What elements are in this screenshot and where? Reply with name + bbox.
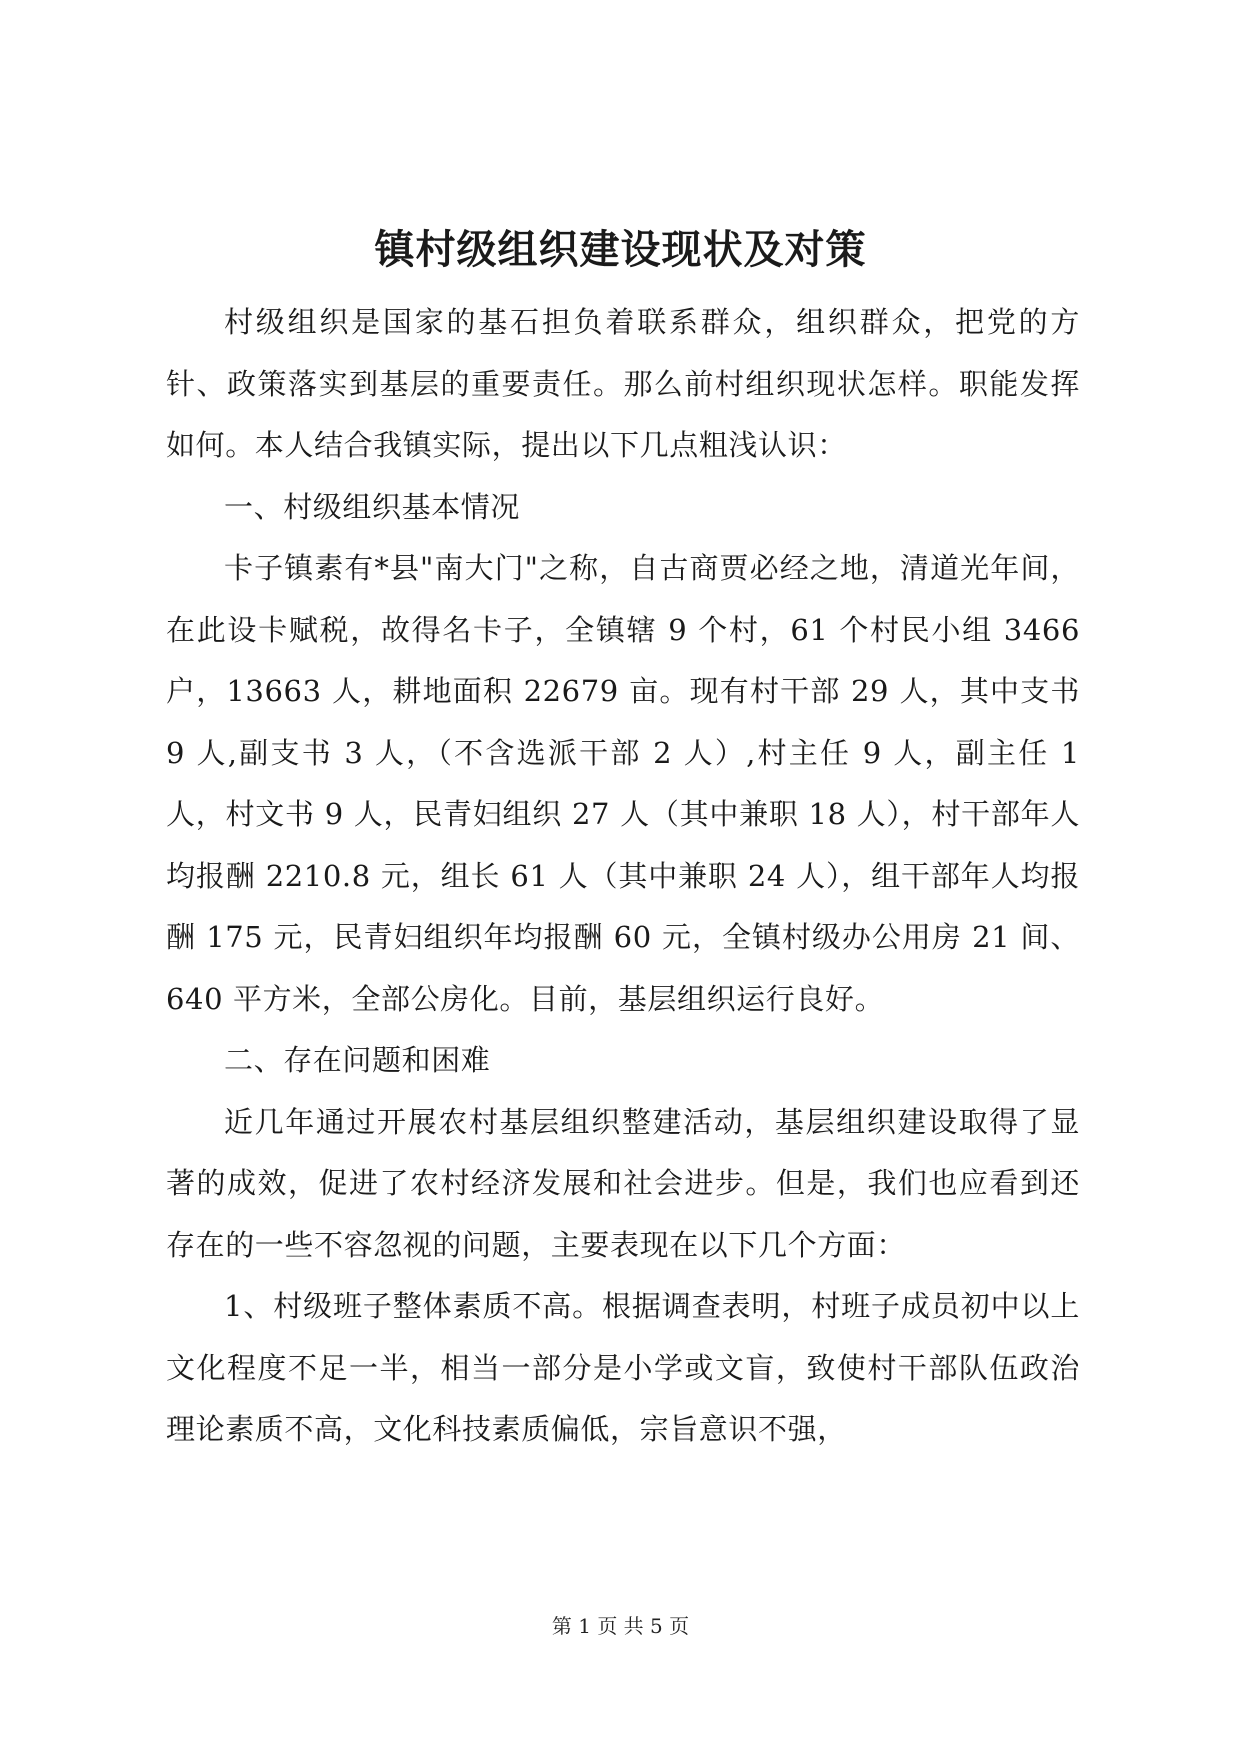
paragraph-intro: 村级组织是国家的基石担负着联系群众，组织群众，把党的方针、政策落实到基层的重要责任。那么前村组织现状怎样。职能发挥如何。本人结合我镇实际，提出以下几点粗浅认识： <box>166 305 1080 462</box>
paragraph-problem-1: 1、村级班子整体素质不高。根据调查表明，村班子成员初中以上文化程度不足一半，相当一部分是小学或文盲，致使村干部队伍政治理论素质不高，文化科技素质偏低，宗旨意识不强， <box>166 1289 1080 1446</box>
document-body <box>166 292 1080 1461</box>
page-number-footer: 第 1 页 共 5 页 <box>551 1614 690 1638</box>
section-heading-2: 二、存在问题和困难 <box>224 1043 491 1077</box>
paragraph-problems-intro: 近几年通过开展农村基层组织整建活动，基层组织建设取得了显著的成效，促进了农村经济发展和社会进步。但是，我们也应看到还存在的一些不容忽视的问题，主要表现在以下几个方面： <box>166 1104 1080 1262</box>
document-title: 镇村级组织建设现状及对策 <box>374 226 867 273</box>
paragraph-basic-situation: 卡子镇素有*县"南大门"之称，自古商贾必经之地，清道光年间，在此设卡赋税，故得名卡子，全镇辖 9 个村，61 个村民小组 3466 户，13663 人，耕地面积 22679 亩。现有村干部 29 人，其中支书 9 人,副支书 3 人，（不含选派干部 2 人）,村主任 9 人，副主任 1 人，村文书 9 人，民青妇组织 27 人（其中兼职 18 人），村干部年人均报酬 2210.8 元，组长 61 人（其中兼职 24 人），组干部年人均报酬 175 元，民青妇组织年均报酬 60 元，全镇村级办公用房 21 间、640 平方米，全部公房化。目前，基层组织运行良好。 <box>166 551 1080 1016</box>
section-heading-1: 一、村级组织基本情况 <box>224 489 521 524</box>
